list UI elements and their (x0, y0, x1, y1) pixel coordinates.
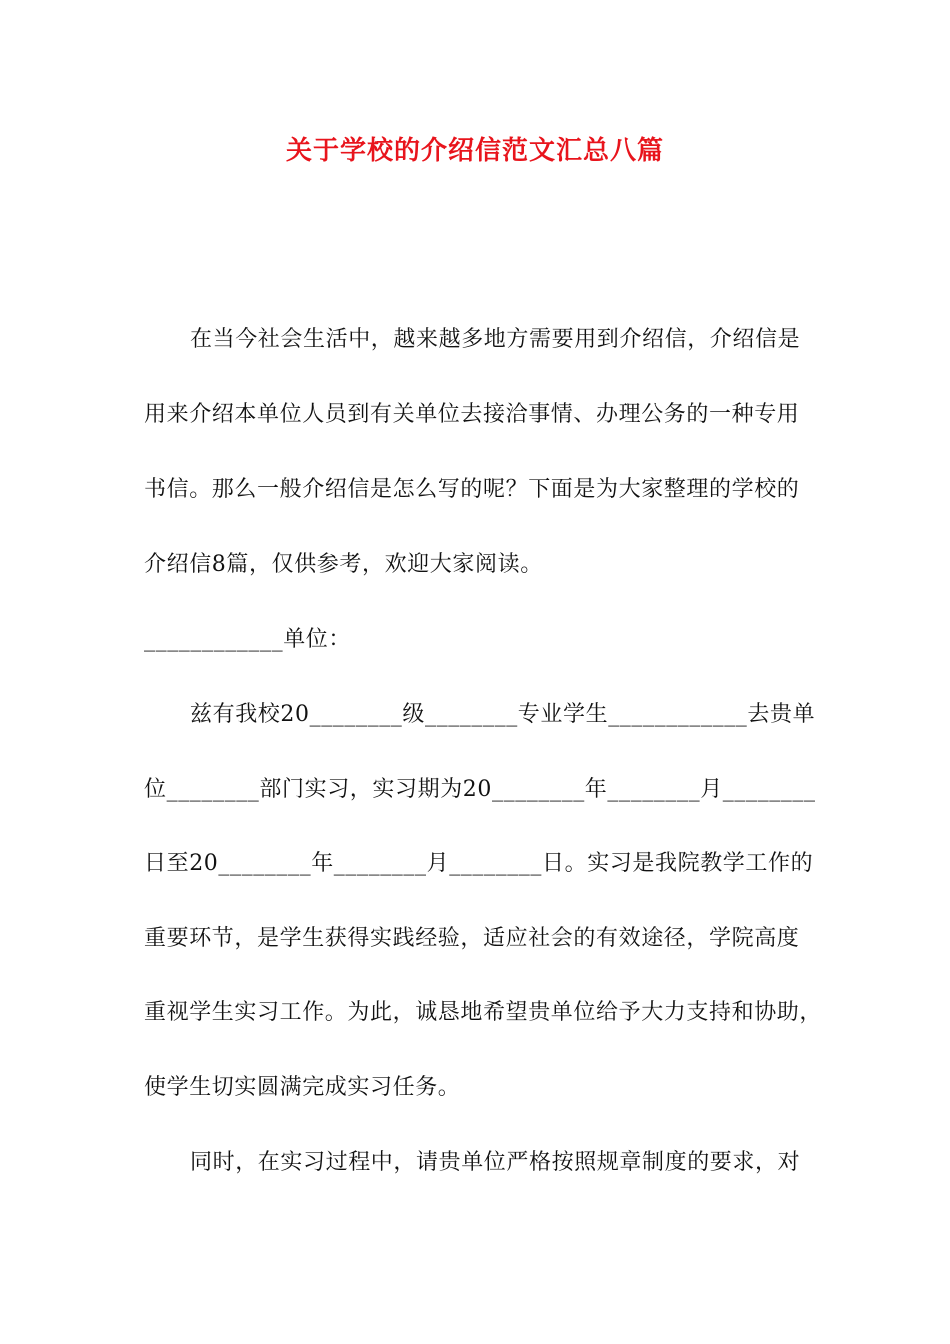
paragraph-line: 同时，在实习过程中，请贵单位严格按照规章制度的要求，对 (190, 1150, 801, 1175)
paragraph-line: 在当今社会生活中，越来越多地方需要用到介绍信，介绍信是 (190, 327, 801, 352)
recipient-line: ____________单位： (144, 627, 352, 652)
paragraph-line: 用来介绍本单位人员到有关单位去接洽事情、办理公务的一种专用 (144, 402, 800, 427)
paragraph-line: 重要环节，是学生获得实践经验，适应社会的有效途径，学院高度 (144, 926, 800, 951)
paragraph-line: 位________部门实习，实习期为20________年________月________ (144, 777, 816, 802)
paragraph-line: 兹有我校20________级________专业学生____________去贵单 (190, 702, 816, 727)
paragraph-line: 介绍信8篇，仅供参考，欢迎大家阅读。 (144, 552, 543, 577)
paragraph-line: 重视学生实习工作。为此，诚恳地希望贵单位给予大力支持和协助， (144, 1000, 823, 1025)
paragraph-line: 使学生切实圆满完成实习任务。 (144, 1075, 461, 1100)
document-title: 关于学校的介绍信范文汇总八篇 (285, 136, 664, 166)
paragraph-line: 书信。那么一般介绍信是怎么写的呢？下面是为大家整理的学校的 (144, 477, 800, 502)
paragraph-line: 日至20________年________月________日。实习是我院教学工作的 (144, 851, 814, 876)
